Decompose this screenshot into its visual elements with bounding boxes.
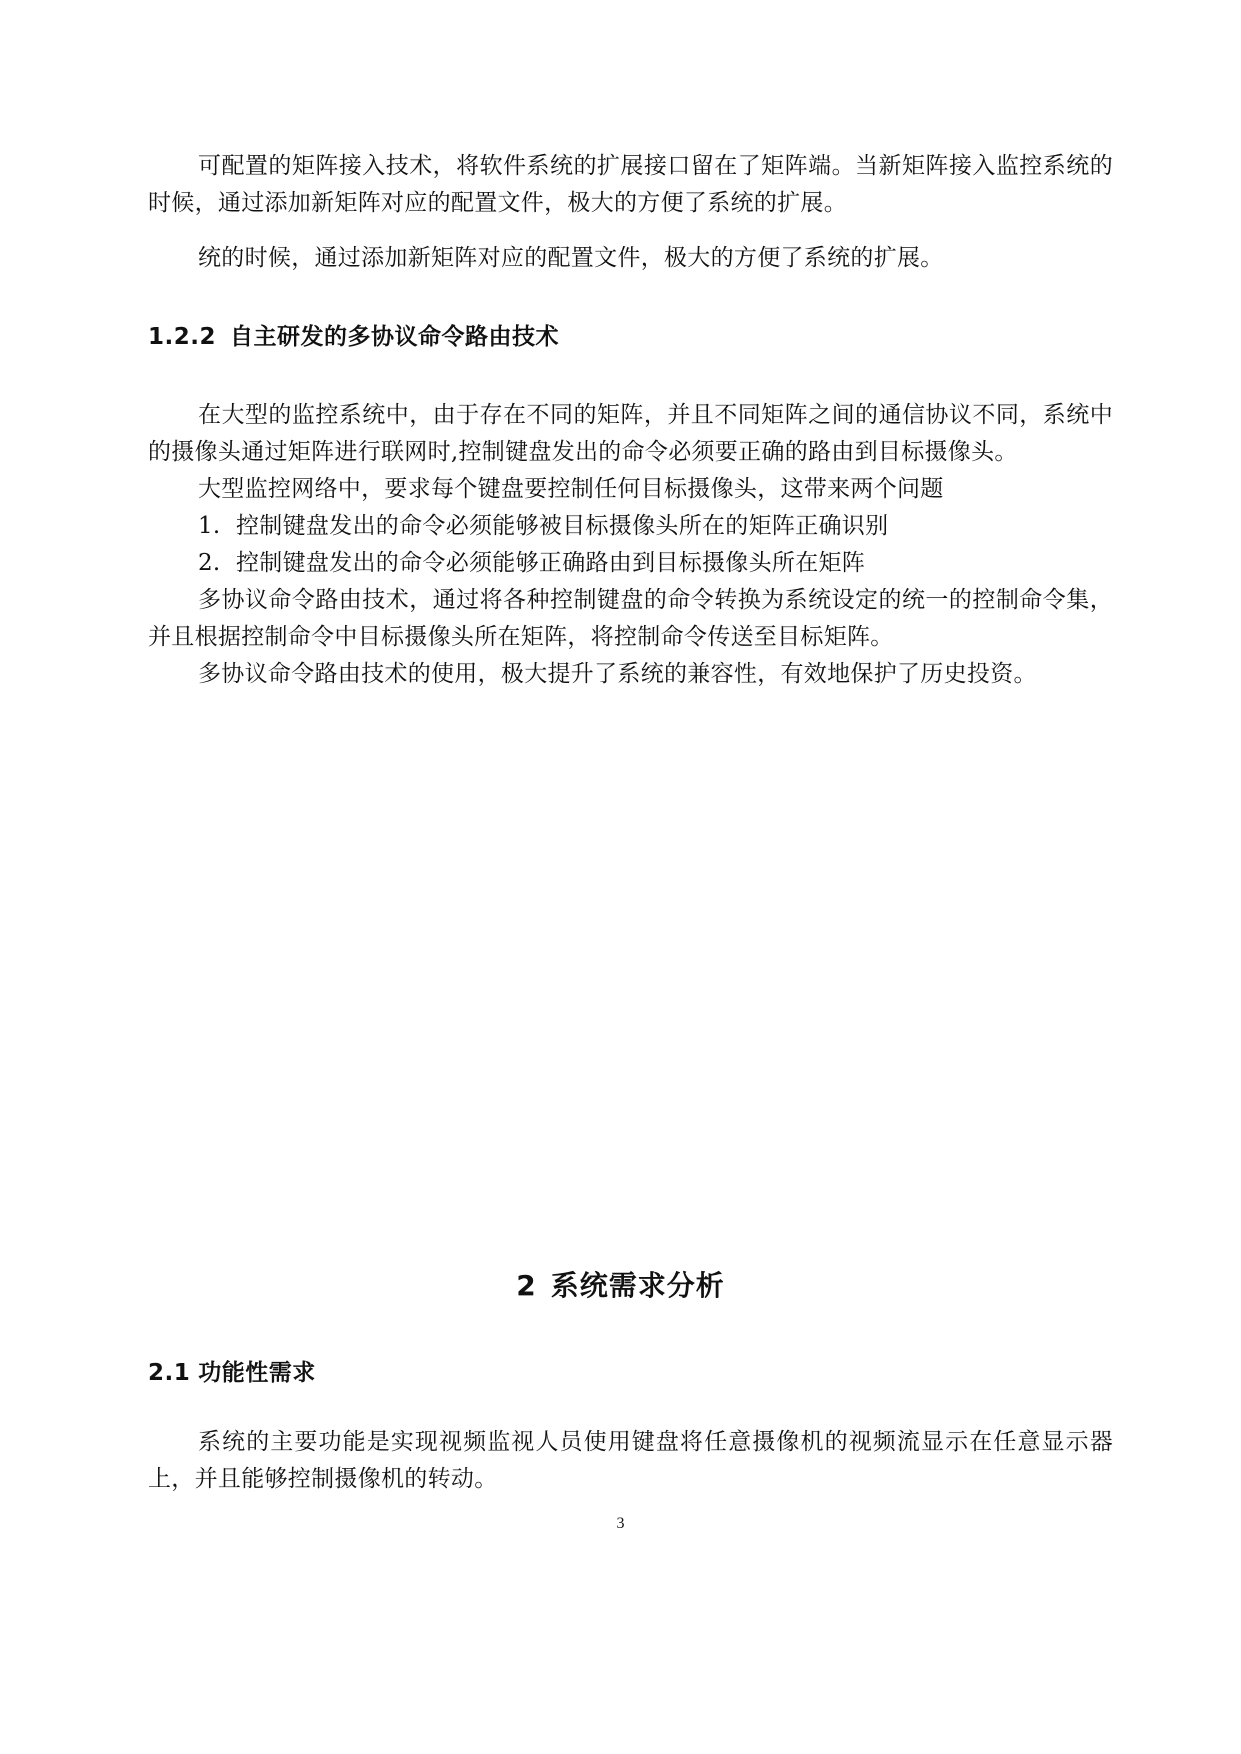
section-title: 功能性需求 xyxy=(198,1360,316,1386)
list-item-number: 2. xyxy=(198,550,221,576)
paragraph-routing-intro: 在大型的监控系统中，由于存在不同的矩阵，并且不同矩阵之间的通信协议不同，系统中的摄像头通过矩阵进行联网时,控制键盘发出的命令必须要正确的路由到目标摄像头。 xyxy=(148,402,1113,465)
paragraph-matrix-access-repeat: 统的时候，通过添加新矩阵对应的配置文件，极大的方便了系统的扩展。 xyxy=(198,245,944,271)
section-title: 自主研发的多协议命令路由技术 xyxy=(230,324,559,350)
chapter-heading-2 xyxy=(0,1268,1241,1304)
paragraph-routing-problems: 大型监控网络中，要求每个键盘要控制任何目标摄像头，这带来两个问题 xyxy=(198,476,944,502)
section-number: 2.1 xyxy=(148,1360,191,1386)
list-item-text: 控制键盘发出的命令必须能够被目标摄像头所在的矩阵正确识别 xyxy=(236,513,889,539)
list-item-text: 控制键盘发出的命令必须能够正确路由到目标摄像头所在矩阵 xyxy=(236,550,866,576)
chapter-title: 系统需求分析 xyxy=(550,1269,725,1302)
paragraph-functional-requirement: 系统的主要功能是实现视频监视人员使用键盘将任意摄像机的视频流显示在任意显示器上，并且能够控制摄像机的转动。 xyxy=(148,1429,1113,1492)
section-heading-2-1 xyxy=(148,1358,316,1388)
list-item-number: 1. xyxy=(198,513,221,539)
chapter-number: 2 xyxy=(516,1269,537,1302)
section-number: 1.2.2 xyxy=(148,324,216,350)
paragraph-routing-technique: 多协议命令路由技术，通过将各种控制键盘的命令转换为系统设定的统一的控制命令集，并且根据控制命令中目标摄像头所在矩阵，将控制命令传送至目标矩阵。 xyxy=(148,587,1113,650)
page-number: 3 xyxy=(616,1515,625,1532)
paragraph-matrix-access: 可配置的矩阵接入技术，将软件系统的扩展接口留在了矩阵端。当新矩阵接入监控系统的时候，通过添加新矩阵对应的配置文件，极大的方便了系统的扩展。 xyxy=(148,153,1113,216)
list-item xyxy=(198,508,1113,545)
list-item xyxy=(198,545,1113,582)
paragraph-routing-benefit: 多协议命令路由技术的使用，极大提升了系统的兼容性，有效地保护了历史投资。 xyxy=(198,661,1037,687)
section-heading-1-2-2 xyxy=(148,322,559,352)
